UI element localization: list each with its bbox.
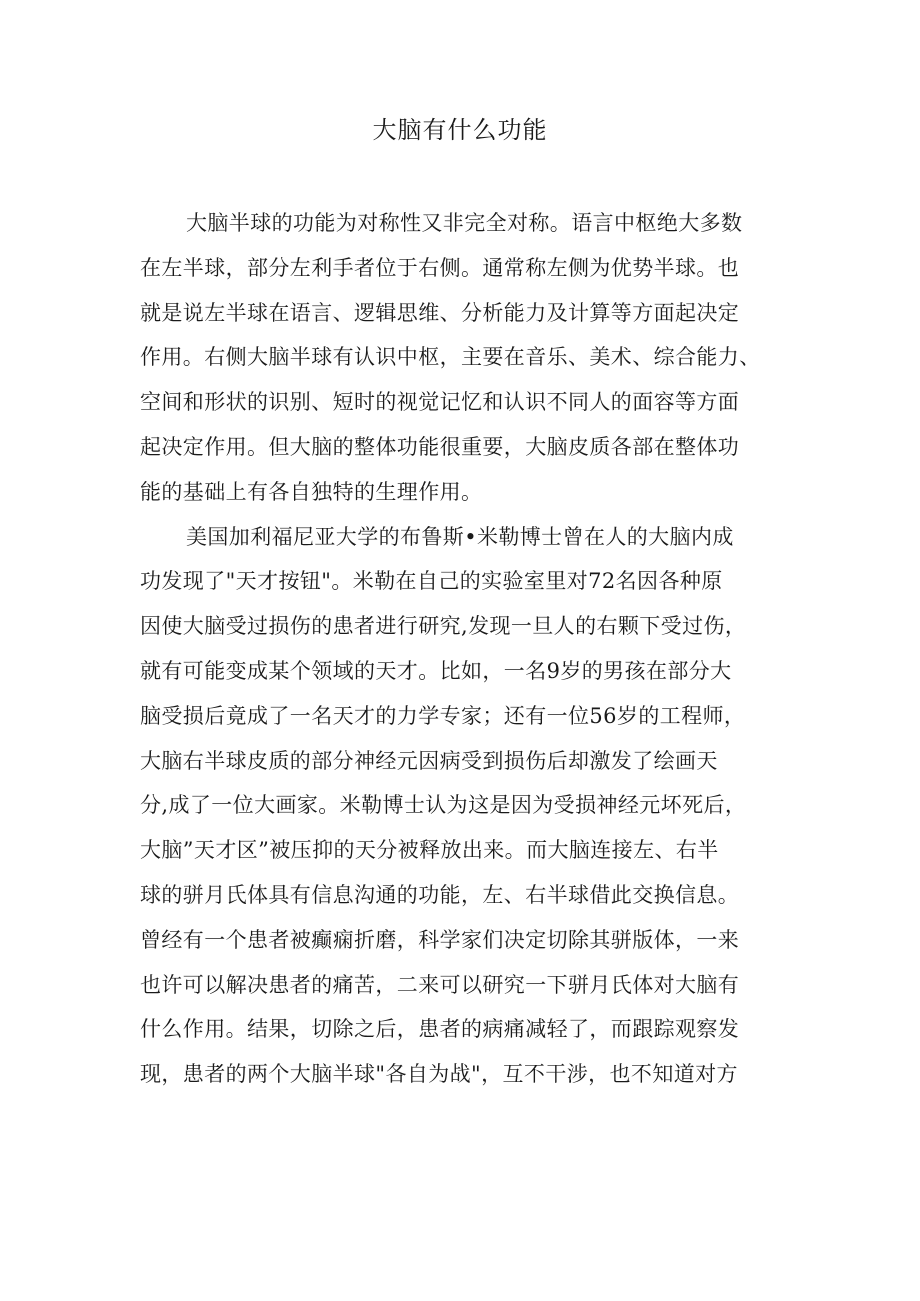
paragraph-1-line: 起决定作用。但大脑的整体功能很重要，大脑皮质各部在整体功 [140,434,740,459]
paragraph-2-line: 什么作用。结果，切除之后，患者的病痛减轻了，而跟踪观察发 [140,1017,740,1042]
paragraph-1-line: 作用。右侧大脑半球有认识中枢，主要在音乐、美术、综合能力、 [140,345,761,370]
paragraph-2-line: 美国加利福尼亚大学的布鲁斯•米勒博士曾在人的大脑内成 [186,524,734,549]
paragraph-2-line: 大脑”天才区”被压抑的天分被释放出来。而大脑连接左、右半 [140,838,719,863]
paragraph-1-line: 在左半球，部分左利手者位于右侧。通常称左侧为优势半球。也 [140,255,740,280]
paragraph-2-line: 脑受损后竟成了一名天才的力学专家；还有一位56岁的工程师， [140,703,746,728]
paragraph-2-line: 就有可能变成某个领域的天才。比如，一名9岁的男孩在部分大 [140,658,732,683]
paragraph-2-line: 功发现了"天才按钮"。米勒在自己的实验室里对72名因各种原 [140,569,723,594]
paragraph-2-line: 球的骈月氏体具有信息沟通的功能，左、右半球借此交换信息。 [140,882,740,907]
paragraph-2-line: 因使大脑受过损伤的患者进行研究,发现一旦人的右颗下受过伤， [140,614,747,639]
paragraph-2-line: 现，患者的两个大脑半球"各自为战"，互不干涉，也不知道对方 [140,1062,738,1087]
paragraph-2-line: 曾经有一个患者被癫痫折磨，科学家们决定切除其骈版体，一来 [140,927,740,952]
paragraph-1-line: 能的基础上有各自独特的生理作用。 [140,479,483,504]
paragraph-2-line: 大脑右半球皮质的部分神经元因病受到损伤后却激发了绘画天 [140,748,718,773]
paragraph-1-line: 空间和形状的识别、短时的视觉记忆和认识不同人的面容等方面 [140,390,740,415]
paragraph-1-line: 大脑半球的功能为对称性又非完全对称。语言中枢绝大多数 [186,211,743,235]
paragraph-2-line: 也许可以解决患者的痛苦，二来可以研究一下骈月氏体对大脑有 [140,972,740,997]
document-body [140,201,780,1097]
paragraph-2-line: 分,成了一位大画家。米勒博士认为这是因为受损神经元坏死后， [140,793,747,818]
paragraph-1-line: 就是说左半球在语言、逻辑思维、分析能力及计算等方面起决定 [140,300,740,325]
document-title: 大脑有什么功能 [372,116,548,144]
